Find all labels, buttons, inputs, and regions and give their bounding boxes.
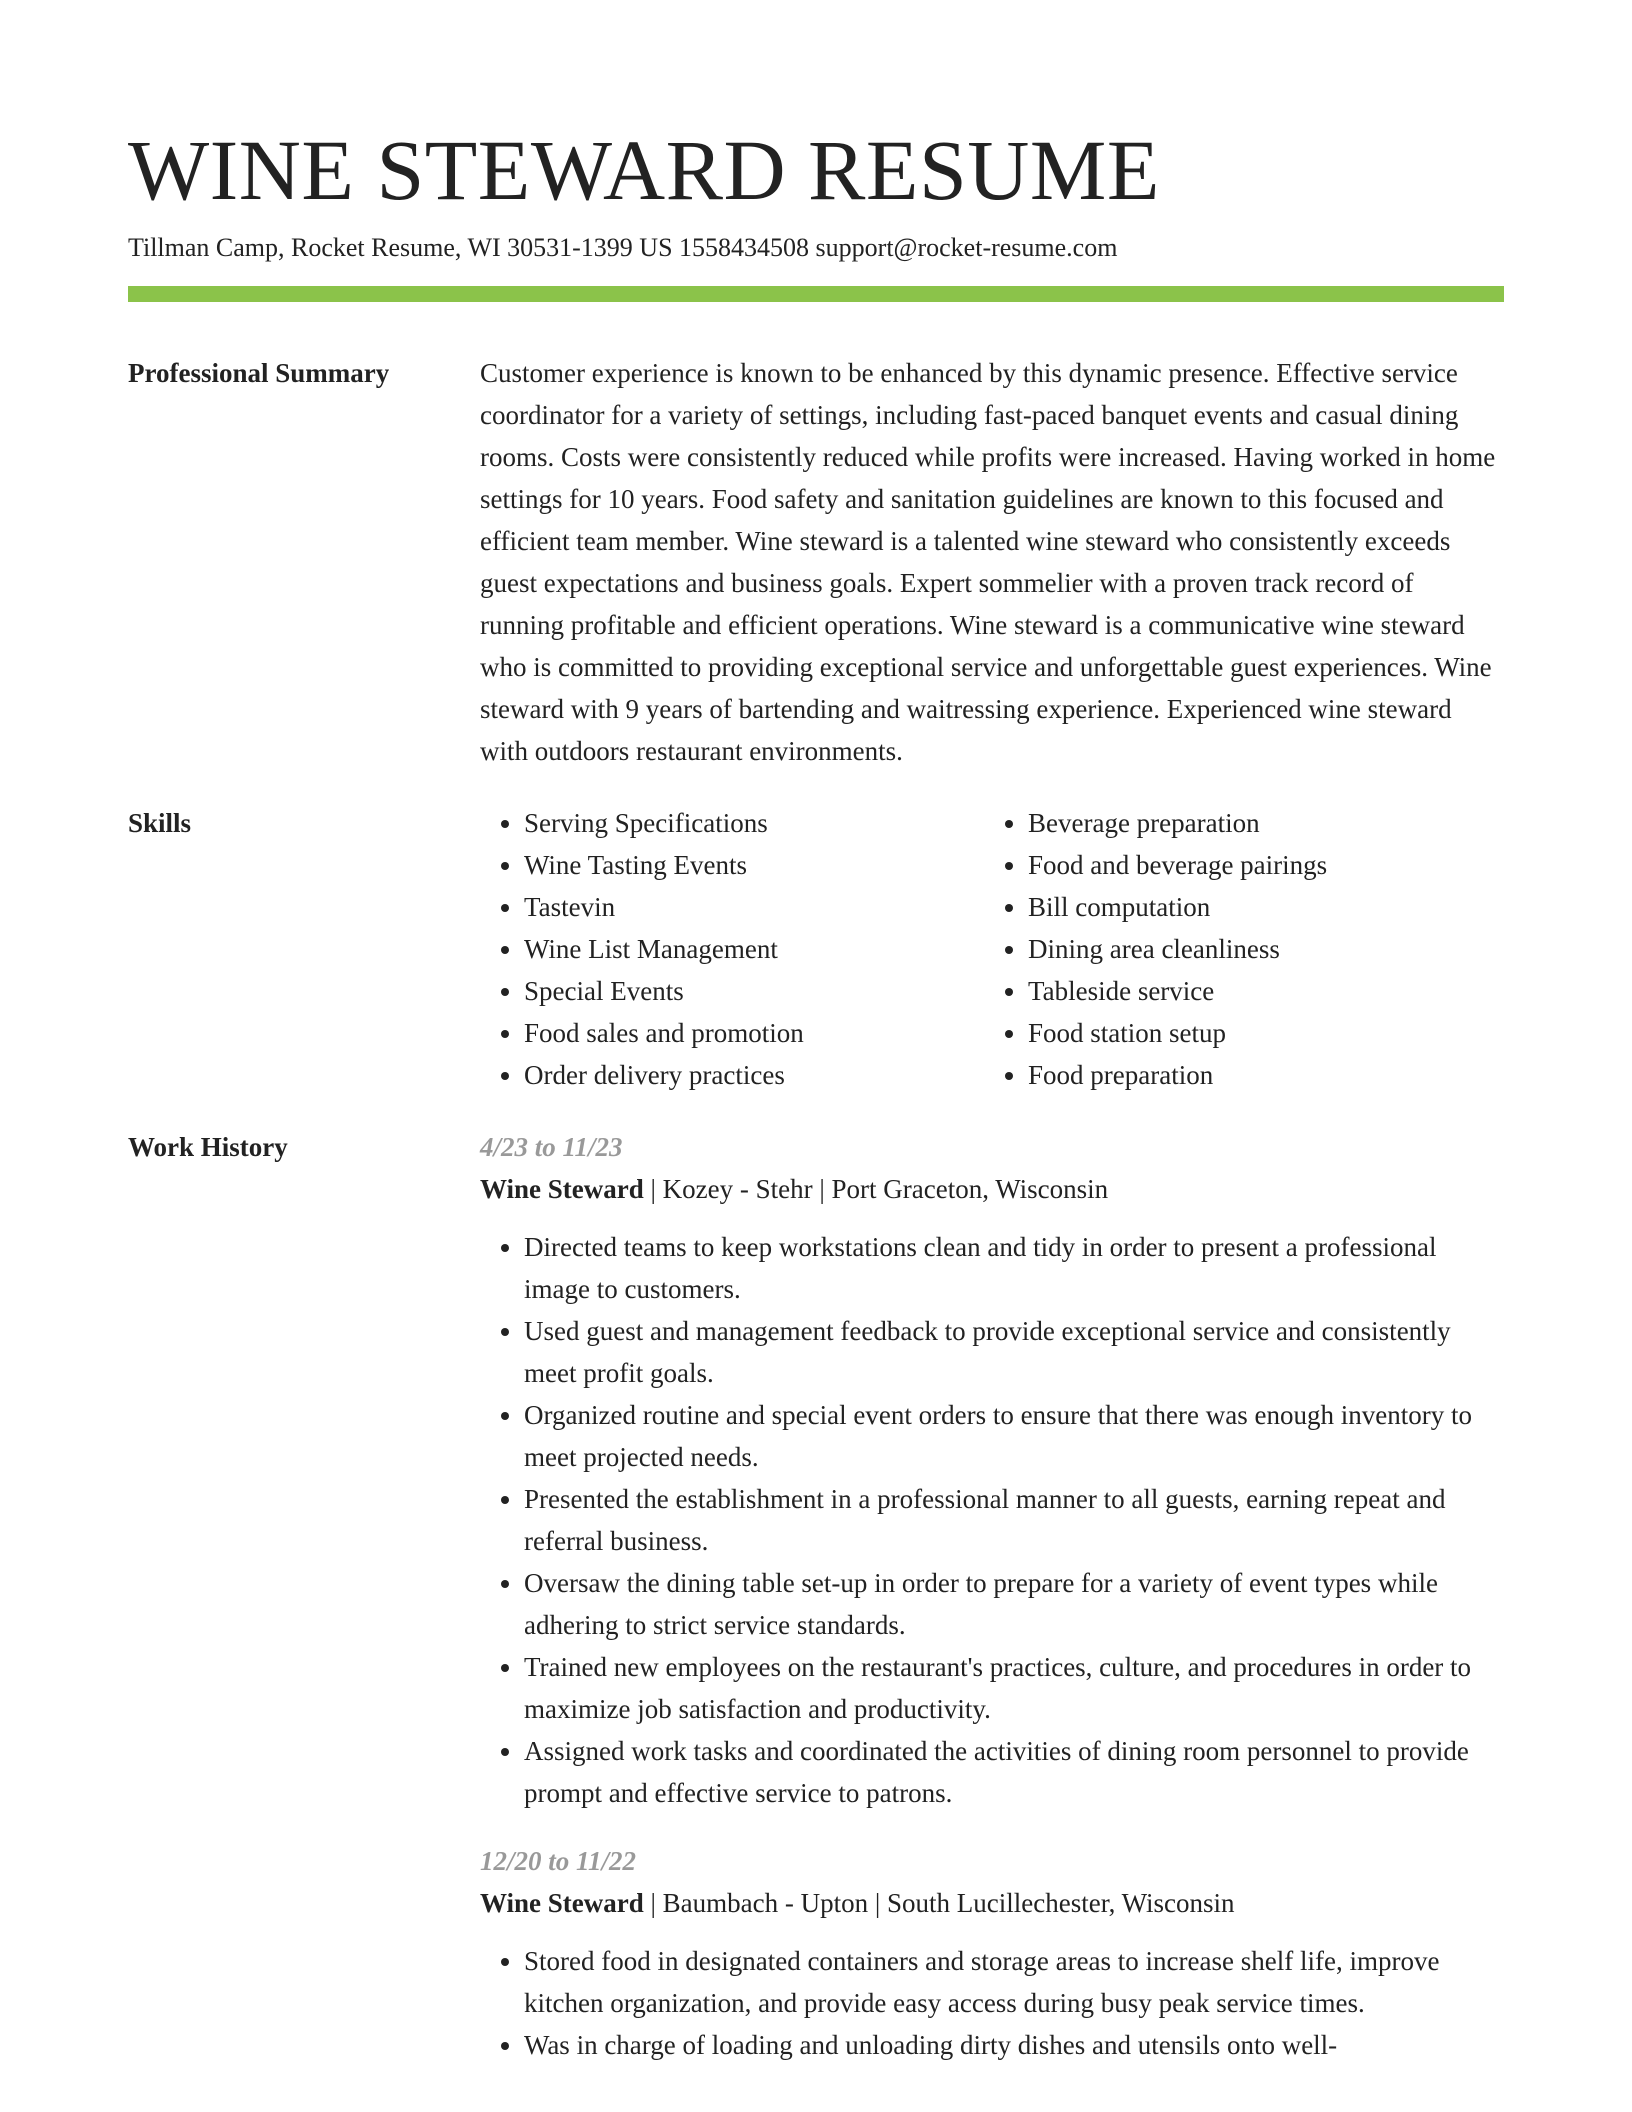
work-history-section: [128, 1126, 1504, 2092]
skill-item: • Food station setup: [1028, 1012, 1488, 1054]
job-title: Wine Steward: [480, 1888, 644, 1918]
job-entry: [480, 1840, 1504, 2066]
skill-item: • Tastevin: [524, 886, 984, 928]
skills-section: [128, 802, 1504, 1096]
skill-item: • Food and beverage pairings: [1028, 844, 1488, 886]
job-heading: [480, 1168, 1504, 1210]
skill-item: • Wine Tasting Events: [524, 844, 984, 886]
section-label-skills: Skills: [128, 808, 192, 838]
job-bullet: • Trained new employees on the restaurant's practices, culture, and procedures in order to maximize job satisfaction and productivity.: [524, 1646, 1504, 1730]
skill-item: • Beverage preparation: [1028, 802, 1488, 844]
skill-item: • Bill computation: [1028, 886, 1488, 928]
job-details: | Baumbach - Upton | South Lucillechester, Wisconsin: [643, 1888, 1235, 1918]
skills-list-left: [480, 802, 984, 1096]
job-entry: [480, 1126, 1504, 1814]
job-bullet: • Was in charge of loading and unloading dirty dishes and utensils onto well-: [524, 2024, 1504, 2066]
skill-item: • Special Events: [524, 970, 984, 1012]
skill-item: • Wine List Management: [524, 928, 984, 970]
skills-list-right: [984, 802, 1488, 1096]
skill-item: • Food sales and promotion: [524, 1012, 984, 1054]
job-bullets: [480, 1226, 1504, 1814]
job-bullet: • Stored food in designated containers and storage areas to increase shelf life, improve kitchen organization, and provide easy access during busy peak service times.: [524, 1940, 1504, 2024]
resume-title: WINE STEWARD RESUME: [128, 122, 1160, 218]
professional-summary-section: [128, 352, 1504, 772]
skill-item: • Dining area cleanliness: [1028, 928, 1488, 970]
accent-divider: [128, 286, 1504, 302]
job-heading: [480, 1882, 1504, 1924]
summary-text: Customer experience is known to be enhanced by this dynamic presence. Effective service coordinator for a variety of settings, including fast-paced banquet events and casual dining rooms. Costs were consistently reduced while profits were increased. Having worked in home settings for 10 years. Food safety and sanitation guidelines are known to this focused and efficient team member. Wine steward is a talented wine steward who consistently exceeds guest expectations and business goals. Expert sommelier with a proven track record of running profitable and efficient operations. Wine steward is a communicative wine steward who is committed to providing exceptional service and unforgettable guest experiences. Wine steward with 9 years of bartending and waitressing experience. Experienced wine steward with outdoors restaurant environments.: [480, 358, 1496, 766]
job-bullet: • Oversaw the dining table set-up in order to prepare for a variety of event types while adhering to strict service standards.: [524, 1562, 1504, 1646]
job-bullet: • Directed teams to keep workstations clean and tidy in order to present a professional image to customers.: [524, 1226, 1504, 1310]
section-label-work-history: Work History: [128, 1132, 288, 1162]
job-bullet: • Organized routine and special event orders to ensure that there was enough inventory to meet projected needs.: [524, 1394, 1504, 1478]
job-bullet: • Assigned work tasks and coordinated the activities of dining room personnel to provide prompt and effective service to patrons.: [524, 1730, 1504, 1814]
resume-page: [128, 120, 1504, 2092]
job-details: | Kozey - Stehr | Port Graceton, Wisconsin: [643, 1174, 1109, 1204]
contact-line: Tillman Camp, Rocket Resume, WI 30531-1399 US 1558434508 support@rocket-resume.com: [128, 233, 1118, 262]
job-dates: 4/23 to 11/23: [480, 1132, 623, 1162]
job-title: Wine Steward: [480, 1174, 644, 1204]
job-bullets: [480, 1940, 1504, 2066]
skill-item: • Serving Specifications: [524, 802, 984, 844]
job-bullet: • Used guest and management feedback to provide exceptional service and consistently meet profit goals.: [524, 1310, 1504, 1394]
section-label-summary: Professional Summary: [128, 358, 390, 388]
skill-item: • Order delivery practices: [524, 1054, 984, 1096]
skill-item: • Food preparation: [1028, 1054, 1488, 1096]
job-bullet: • Presented the establishment in a professional manner to all guests, earning repeat and referral business.: [524, 1478, 1504, 1562]
job-dates: 12/20 to 11/22: [480, 1846, 637, 1876]
skill-item: • Tableside service: [1028, 970, 1488, 1012]
